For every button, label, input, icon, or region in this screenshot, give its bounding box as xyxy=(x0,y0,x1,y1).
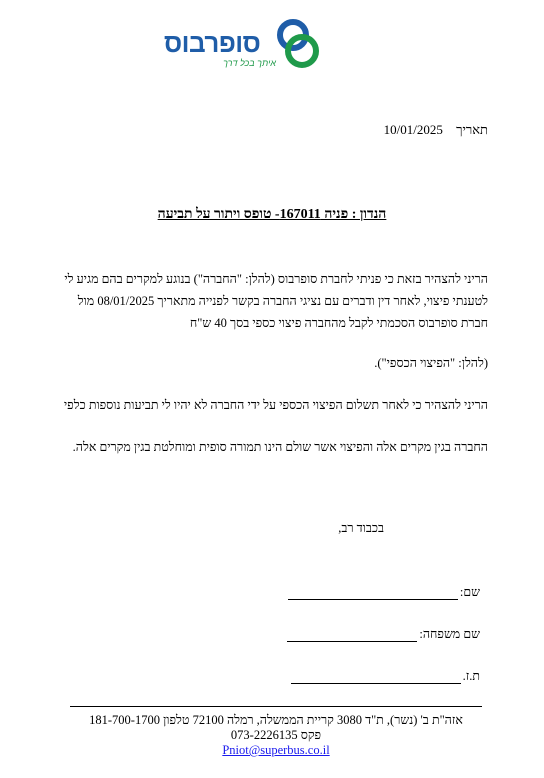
family-label: שם משפחה: xyxy=(419,627,480,641)
date-value: 10/01/2025 xyxy=(383,122,443,137)
subject-heading: הנדון : פניה 167011- טופס ויתור על תביעה xyxy=(157,207,387,222)
name-label: שם: xyxy=(459,585,480,599)
footer-email-row xyxy=(70,743,482,758)
id-line xyxy=(291,671,461,684)
paragraph-definition: (להלן: "הפיצוי הכספי"). xyxy=(374,356,488,370)
logo-tagline: איתך בכל דרך xyxy=(223,58,276,68)
footer-email-link[interactable]: Pniot@superbus.co.il xyxy=(222,743,330,757)
signature-family-row xyxy=(287,627,480,642)
closing-greeting: בכבוד רב, xyxy=(338,521,384,535)
footer-divider xyxy=(70,706,482,707)
signature-id-row xyxy=(291,669,480,684)
logo-brand-text: סופרבוס xyxy=(164,28,261,58)
paragraph-declaration: הריני להצהיר בזאת כי פניתי לחברת סופרבוס (להלן: "החברה") בנוגע למקרים בהם מגיע לי לטענתי פיצוי, לאחר דין ודברים עם נציגי החברה בקשר לפנייה מתאריך 08/01/2025 מול חברת סופרבוס הסכמתי לקבל מהחברה פיצוי כספי בסך 40 ש"ח xyxy=(64,272,488,330)
id-label: ת.ז. xyxy=(462,669,480,683)
footer-fax: פקס 073-2226135 xyxy=(230,728,322,742)
date-label: תאריך xyxy=(456,122,488,137)
name-line xyxy=(288,587,458,600)
logo-rings-icon xyxy=(276,18,320,70)
family-line xyxy=(287,629,417,642)
paragraph-waiver-line1: הריני להצהיר כי לאחר תשלום הפיצוי הכספי על ידי החברה לא יהיו לי תביעות נוספות כלפי xyxy=(63,398,488,412)
date-line xyxy=(384,122,488,138)
footer-address: אזה"ת ב' (נשר), ת"ד 3080 קריית הממשלה, רמלה 72100 טלפון 181-700-1700 xyxy=(89,713,463,727)
company-logo xyxy=(164,18,314,72)
paragraph-waiver-line2: החברה בגין מקרים אלה והפיצוי אשר שולם הינו תמורה סופית ומוחלטת בגין מקרים אלה. xyxy=(72,440,488,454)
signature-name-row xyxy=(288,585,480,600)
